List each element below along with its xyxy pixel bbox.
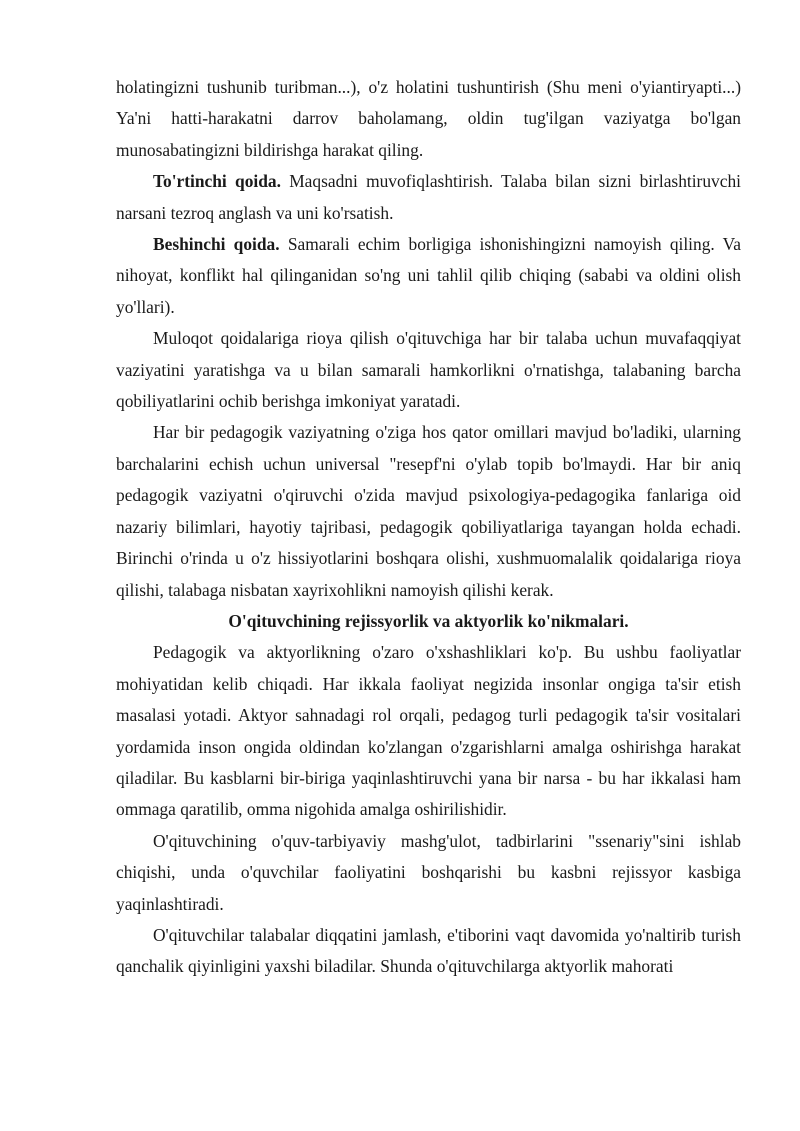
paragraph-text: holatingizni tushunib turibman...), o'z holatini tushuntirish (Shu meni o'yiantiryapti...) Ya'ni hatti-harakatni darrov baholamang, oldin tug'ilgan vaziyatga bo'lgan munosabatingizni bildirishga harakat qiling. <box>116 77 741 160</box>
paragraph-acting-similarity <box>116 637 741 825</box>
paragraph-text: O'qituvchining o'quv-tarbiyaviy mashg'ulot, tadbirlarini "ssenariy"sini ishlab chiqishi, unda o'quvchilar faoliyatini boshqarishi bu kasbni rejissyor kasbiga yaqinlashtiradi. <box>116 830 741 914</box>
paragraph-text: O'qituvchilar talabalar diqqatini jamlash, e'tiborini vaqt davomida yo'naltirib turish qanchalik qiyinligini yaxshi biladilar. Shunda o'qituvchilarga aktyorlik mahorati <box>116 924 741 977</box>
paragraph-text: Muloqot qoidalariga rioya qilish o'qituvchiga har bir talaba uchun muvafaqqiyat vaziyatini yaratishga va u bilan samarali hamkorlikni o'rnatishga, talabaning barcha qobiliyatlarini ochib berishga imkoniyat yaratadi. <box>116 328 741 412</box>
paragraph-director-role <box>116 826 741 920</box>
paragraph-rule-five <box>116 229 741 323</box>
paragraph-attention <box>116 920 741 983</box>
paragraph-continuation <box>116 72 741 166</box>
document-page <box>116 72 741 983</box>
paragraph-pedagogical-situation <box>116 417 741 605</box>
rule-four-lead: To'rtinchi qoida. <box>153 171 281 192</box>
paragraph-text: Pedagogik va aktyorlikning o'zaro o'xshashliklari ko'p. Bu ushbu faoliyatlar mohiyatidan kelib chiqadi. Har ikkala faoliyat negizida insonlar ongiga ta'sir etish masalasi yotadi. Aktyor sahnadagi rol orqali, pedagog turli pedagogik ta'sir vositalari yordamida inson ongida oldindan ko'zlangan o'zgarishlarni amalga oshirishga harakat qiladilar. Bu kasblarni bir-biriga yaqinlashtiruvchi yana bir narsa - bu har ikkalasi ham ommaga qaratilib, omma nigohida amalga oshirilishidir. <box>116 642 741 820</box>
paragraph-communication-rules <box>116 323 741 417</box>
paragraph-text: Maqsadni muvofiqlashtirish. Talaba bilan sizni birlashtiruvchi narsani tezroq anglash va uni ko'rsatish. <box>116 171 741 223</box>
rule-five-lead: Beshinchi qoida. <box>153 234 280 255</box>
section-heading: O'qituvchining rejissyorlik va aktyorlik ko'nikmalari. <box>228 610 629 631</box>
paragraph-text: Samarali echim borligiga ishonishingizni namoyish qiling. Va nihoyat, konflikt hal qilinganidan so'ng uni tahlil qilib chiqing (sababi va oldini olish yo'llari). <box>116 234 741 317</box>
paragraph-rule-four <box>116 166 741 229</box>
paragraph-text: Har bir pedagogik vaziyatning o'ziga hos qator omillari mavjud bo'ladiki, ularning barchalarini echish uchun universal "resepf'ni o'ylab topib bo'lmaydi. Har bir aniq pedagogik vaziyatni o'qiruvchi o'zida mavjud psixologiya-pedagogika fanlariga oid nazariy bilimlari, hayotiy tajribasi, pedagogik qobiliyatlariga tayangan holda echadi. Birinchi o'rinda u o'z hissiyotlarini boshqara olishi, xushmuomalalik qoidalariga rioya qilishi, talabaga nisbatan xayrixohlikni namoyish qilishi kerak. <box>116 422 741 600</box>
